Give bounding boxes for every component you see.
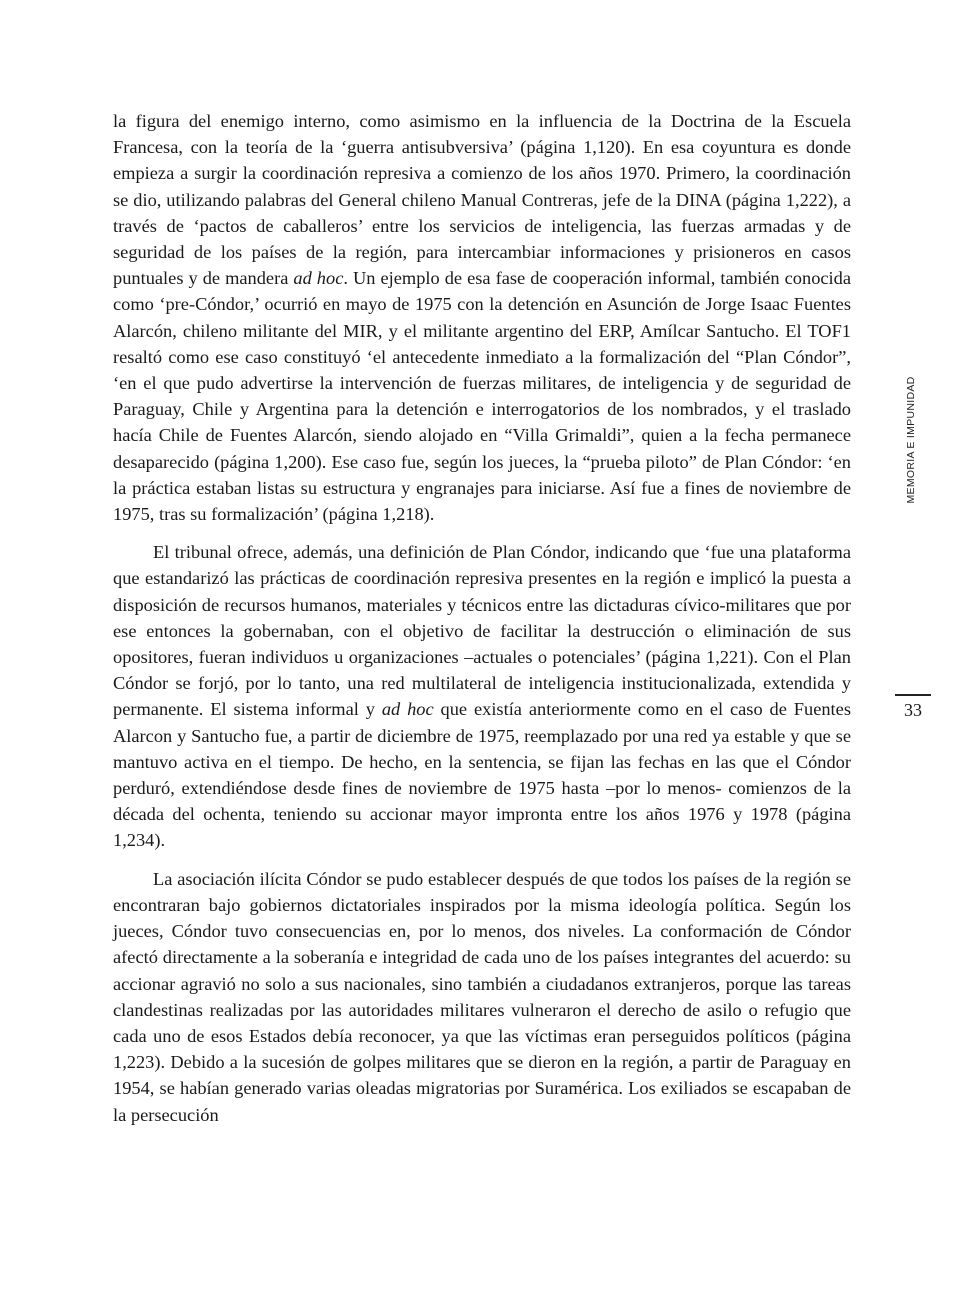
paragraph-1 [113, 108, 851, 527]
paragraph-2-text-b: que existía anteriormente como en el caso de Fuentes Alarcon y Santucho fue, a partir de diciembre de 1975, reemplazado por una red ya estable y que se mantuvo activa en el tiempo. De hecho, en la sentencia, se fijan las fechas en las que el Cóndor perduró, extendiéndose desde fines de noviembre de 1975 hasta –por lo menos- comienzos de la década del ochenta, teniendo su accionar mayor impronta entre los años 1976 y 1978 (página 1,234). [113, 699, 851, 851]
running-head-label: MEMORIA E IMPUNIDAD [905, 376, 917, 504]
body-text [113, 108, 851, 1140]
paragraph-1-text-b: . Un ejemplo de esa fase de cooperación informal, también conocida como ‘pre-Cóndor,’ ocurrió en mayo de 1975 con la detención en Asunción de Jorge Isaac Fuentes Alarcón, chileno militante del MIR, y el militante argentino del ERP, Amílcar Santucho. El TOF1 resaltó como ese caso constituyó ‘el antecedente inmediato a la formalización del “Plan Cóndor”, ‘en el que pudo advertirse la intervención de fuerzas militares, de inteligencia y de seguridad de Paraguay, Chile y Argentina para la detención e interrogatorios de los nombrados, y el traslado hacía Chile de Fuentes Alarcón, siendo alojado en “Villa Grimaldi”, quien a la fecha permanece desaparecido (página 1,200). Ese caso fue, según los jueces, la “prueba piloto” de Plan Cóndor: ‘en la práctica estaban listas su estructura y engranajes para iniciarse. Así fue a fines de noviembre de 1975, tras su formalización’ (página 1,218). [113, 268, 852, 525]
paragraph-1-italic-term: ad hoc [293, 268, 344, 289]
paragraph-1-text-a: la figura del enemigo interno, como asimismo en la influencia de la Doctrina de la Escuela Francesa, con la teoría de la ‘guerra antisubversiva’ (página 1,120). En esa coyuntura es donde empieza a surgir la coordinación represiva a comienzo de los años 1970. Primero, la coordinación se dio, utilizando palabras del General chileno Manual Contreras, jefe de la DINA (página 1,222), a través de ‘pactos de caballeros’ entre los servicios de inteligencia, las fuerzas armadas y de seguridad de los países de la región, para intercambiar informaciones y prisioneros en casos puntuales y de mandera [113, 111, 851, 289]
paragraph-2-text-a: El tribunal ofrece, además, una definición de Plan Cóndor, indicando que ‘fue una plataforma que estandarizó las prácticas de coordinación represiva presentes en la región e implicó la puesta a disposición de recursos humanos, materiales y técnicos entre las dictaduras cívico-militares que por ese entonces la gobernaban, con el objetivo de facilitar la destrucción o eliminación de sus opositores, fueran individuos u organizaciones –actuales o potenciales’ (página 1,221). Con el Plan Cóndor se forjó, por lo tanto, una red multilateral de inteligencia institucionalizada, extendida y permanente. El sistema informal y [113, 542, 851, 720]
paragraph-3-text: La asociación ilícita Cóndor se pudo establecer después de que todos los países de la región se encontraran bajo gobiernos dictatoriales inspirados por la misma ideología política. Según los jueces, Cóndor tuvo consecuencias en, por lo menos, dos niveles. La conformación de Cóndor afectó directamente a la soberanía e integridad de cada uno de los países integrantes del acuerdo: su accionar agravió no solo a sus nacionales, sino también a ciudadanos extranjeros, porque las tareas clandestinas realizadas por las autoridades militares vulneraron el derecho de asilo o refugio que cada uno de esos Estados debía reconocer, ya que las víctimas eran perseguidos políticos (página 1,223). Debido a la sucesión de golpes militares que se dieron en la región, a partir de Paraguay en 1954, se habían generado varias oleadas migratorias por Suramérica. Los exiliados se escapaban de la persecución [113, 868, 851, 1125]
paragraph-3 [113, 866, 851, 1128]
page-number: 33 [904, 700, 922, 720]
page-number-rule [895, 694, 931, 696]
paragraph-2-italic-term: ad hoc [381, 699, 434, 720]
paragraph-2 [113, 539, 851, 853]
